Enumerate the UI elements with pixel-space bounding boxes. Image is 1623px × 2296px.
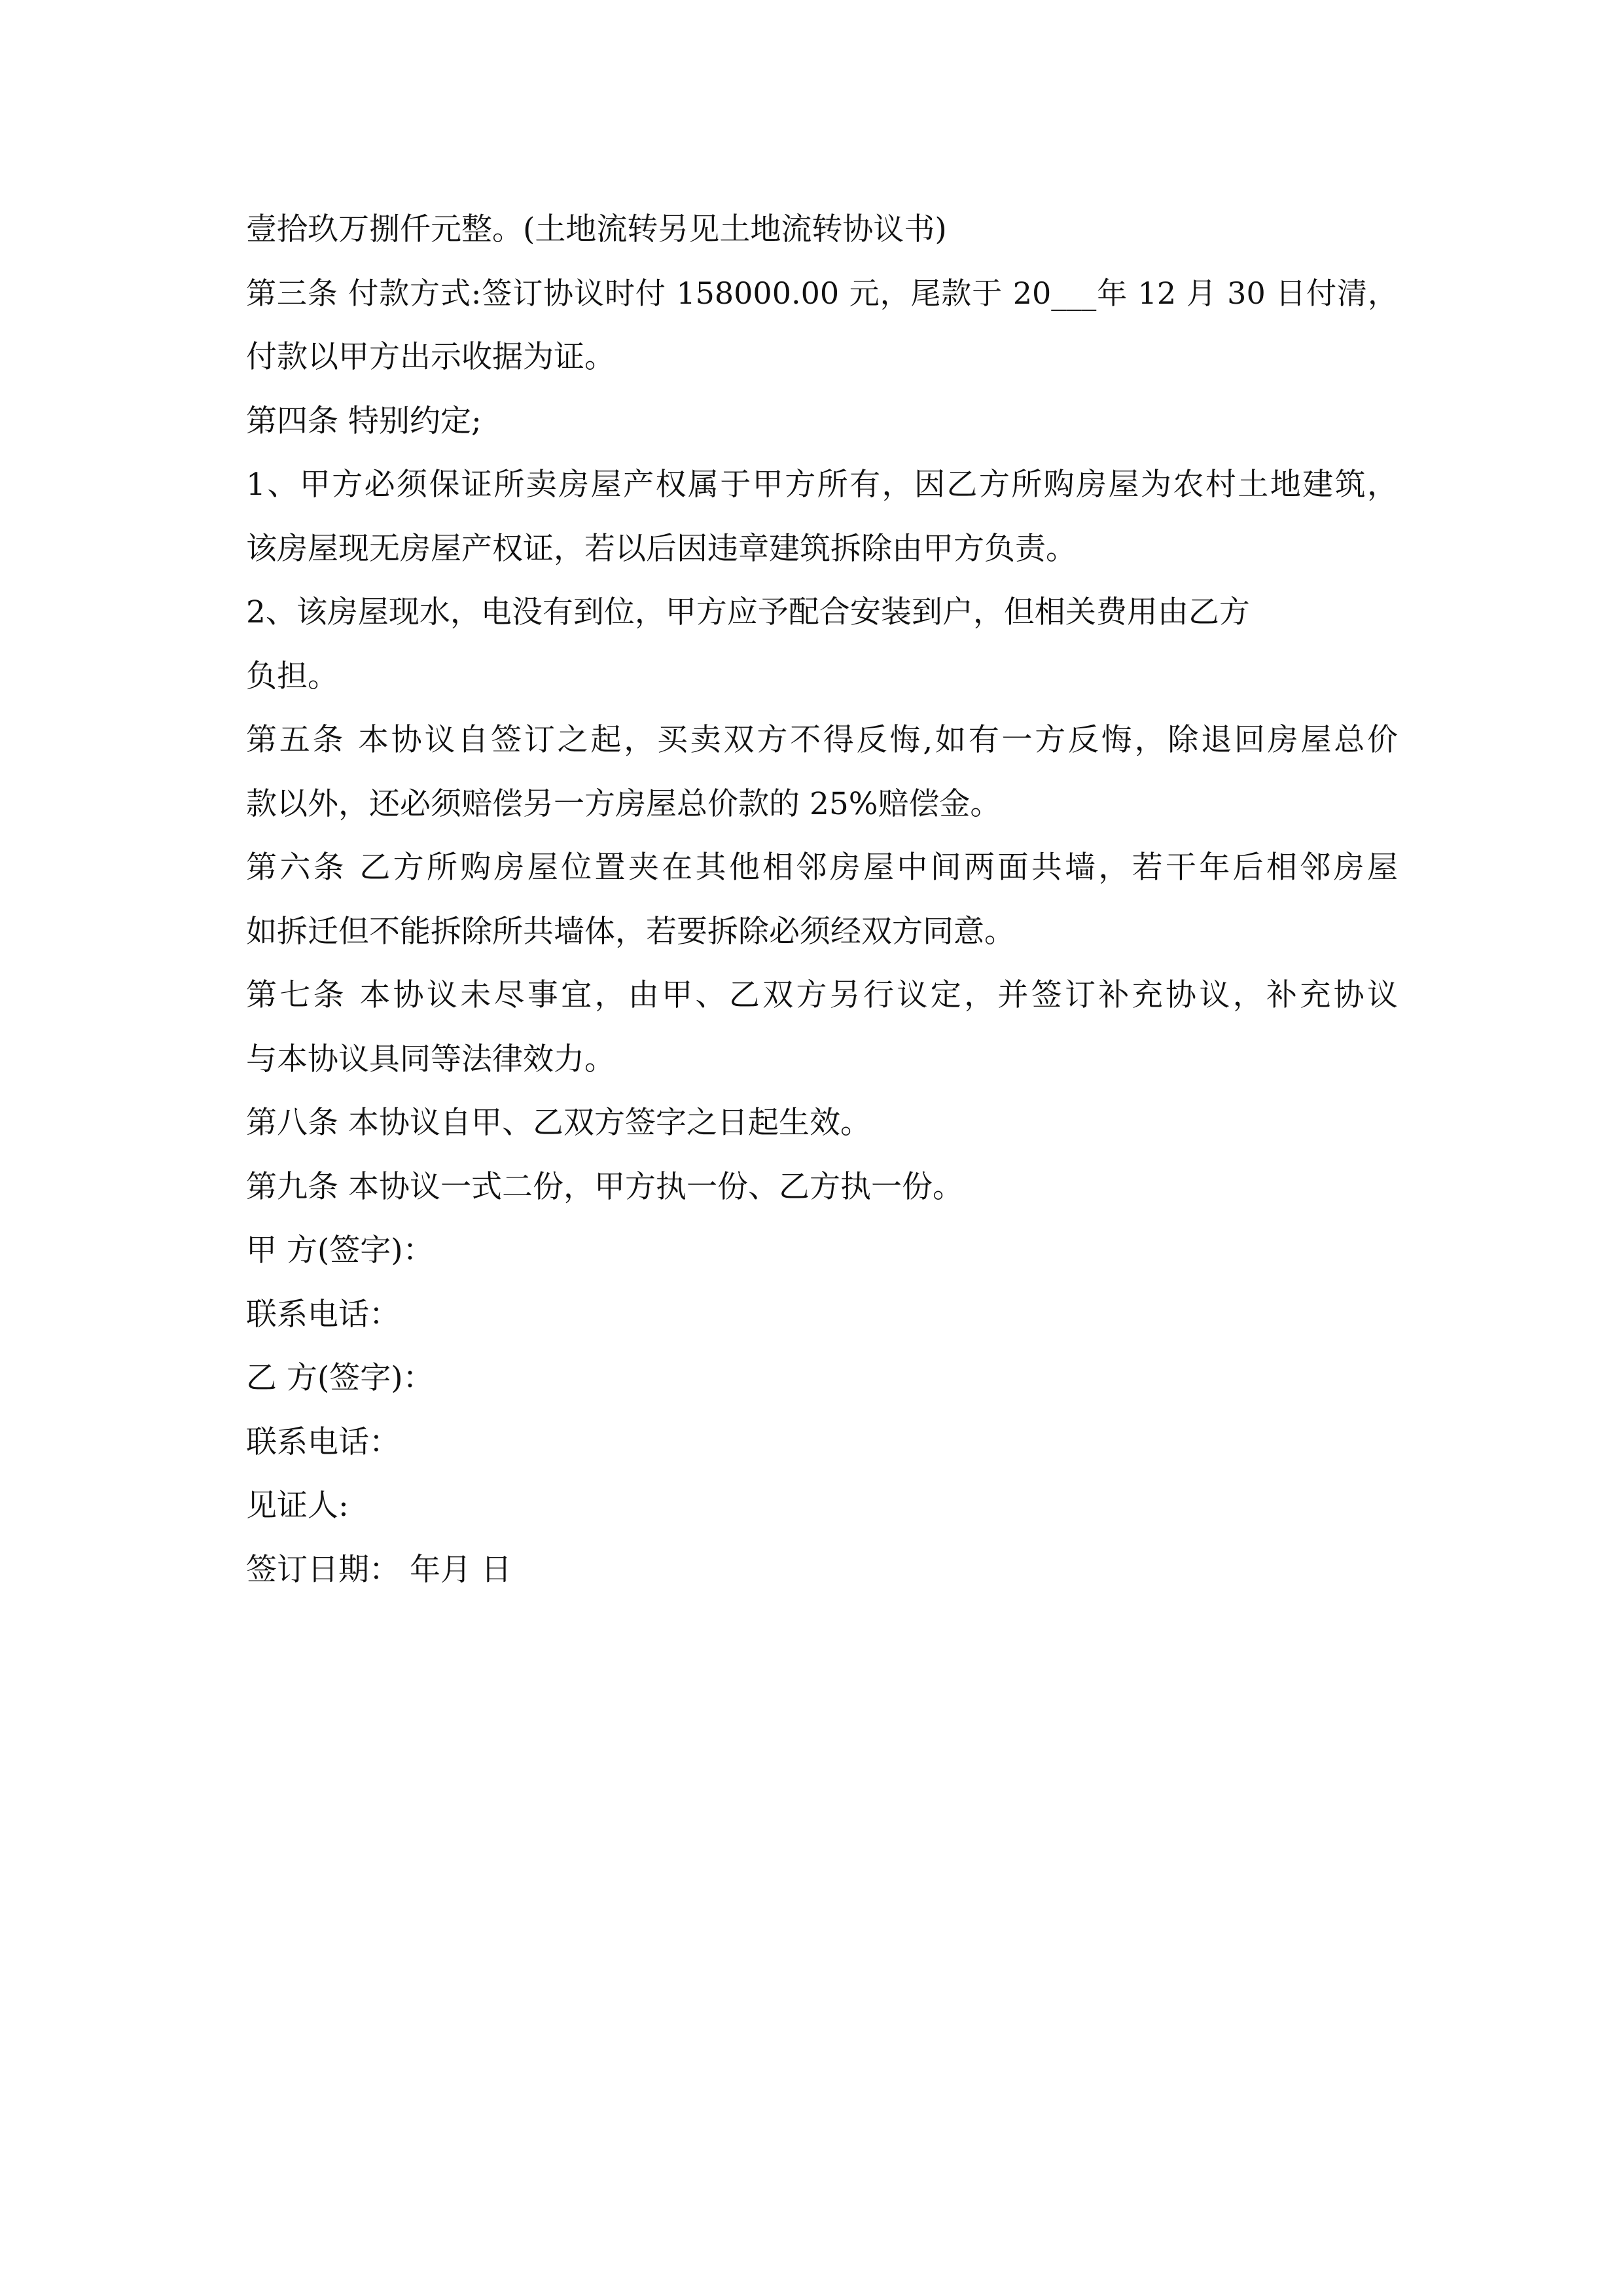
party-b-signature-label: 乙 方(签字)： xyxy=(246,1360,434,1396)
party-a-signature-label: 甲 方(签字)： xyxy=(246,1232,434,1268)
article-4-item-2-line-1: 2、该房屋现水，电没有到位，甲方应予配合安装到户，但相关费用由乙方 xyxy=(246,594,1250,630)
article-4-item-1-line-1: 1、甲方必须保证所卖房屋产权属于甲方所有，因乙方所购房屋为农村土地建筑， xyxy=(246,467,1398,503)
signing-date-label: 签订日期： 年月 日 xyxy=(246,1551,512,1588)
document-body xyxy=(246,198,1398,1602)
article-6-line-2: 如拆迁但不能拆除所共墙体，若要拆除必须经双方同意。 xyxy=(246,913,1015,950)
party-b-phone-label: 联系电话： xyxy=(246,1424,400,1460)
article-7-line-1: 第七条 本协议未尽事宜，由甲、乙双方另行议定，并签订补充协议，补充协议 xyxy=(246,977,1398,1013)
article-5-line-1: 第五条 本协议自签订之起，买卖双方不得反悔,如有一方反悔，除退回房屋总价 xyxy=(246,722,1398,758)
article-9: 第九条 本协议一式二份，甲方执一份、乙方执一份。 xyxy=(246,1168,963,1205)
article-4-item-1-line-2: 该房屋现无房屋产权证，若以后因违章建筑拆除由甲方负责。 xyxy=(246,530,1077,567)
article-5-line-2: 款以外，还必须赔偿另一方房屋总价款的 25%赔偿金。 xyxy=(246,785,1001,822)
land-transfer-amount-line: 壹拾玖万捌仟元整。(土地流转另见土地流转协议书) xyxy=(246,211,947,247)
article-6-line-1: 第六条 乙方所购房屋位置夹在其他相邻房屋中间两面共墙，若干年后相邻房屋 xyxy=(246,850,1398,886)
article-3-receipt-line: 付款以甲方出示收据为证。 xyxy=(246,339,615,375)
article-4-item-2-line-2: 负担。 xyxy=(246,658,338,694)
article-7-line-2: 与本协议具同等法律效力。 xyxy=(246,1041,615,1077)
party-a-phone-label: 联系电话： xyxy=(246,1296,400,1333)
witness-label: 见证人: xyxy=(246,1488,349,1524)
article-3-payment-line: 第三条 付款方式:签订协议时付 158000.00 元，尾款于 20___年 12 月 30 日付清， xyxy=(246,275,1398,311)
article-8: 第八条 本协议自甲、乙双方签字之日起生效。 xyxy=(246,1105,871,1141)
article-4-heading: 第四条 特别约定; xyxy=(246,403,482,439)
